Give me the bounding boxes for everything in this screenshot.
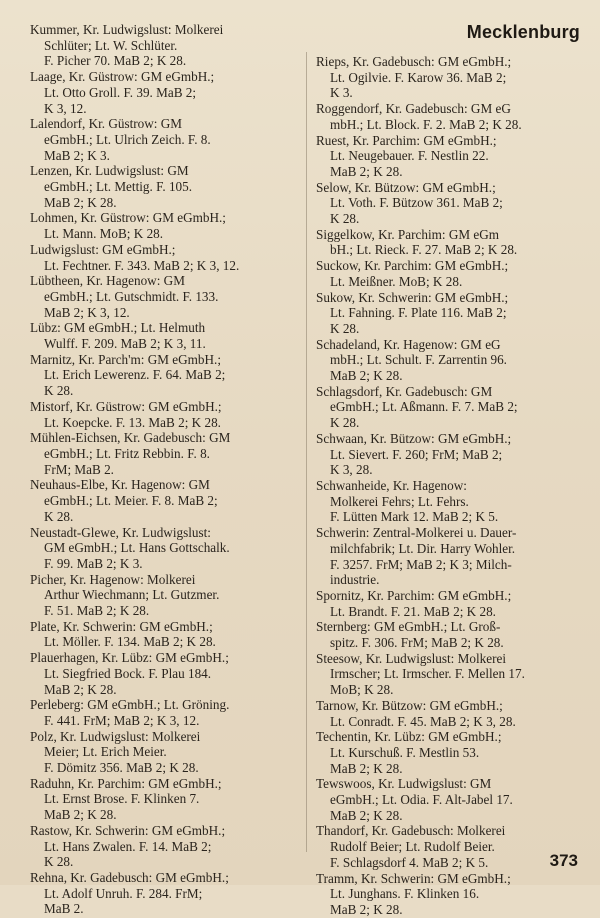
entry-continuation-line: Lt. Meißner. MoB; K 28.	[330, 273, 463, 289]
entry-first-line: Rastow, Kr. Schwerin: GM eGmbH.;	[30, 822, 226, 838]
entry-continuation-line: eGmbH.; Lt. Fritz Rebbin. F. 8.	[44, 445, 210, 461]
directory-entry	[316, 729, 588, 776]
entry-continuation-line: MaB 2; K 28.	[330, 368, 403, 384]
entry-continuation-line: Lt. Adolf Unruh. F. 284. FrM;	[44, 885, 203, 901]
entry-continuation-line: FrM; MaB 2.	[44, 461, 114, 477]
entry-continuation-line: MaB 2; K 28.	[330, 163, 403, 179]
entry-continuation-line: MaB 2; K 28.	[44, 807, 117, 823]
entry-continuation-line: K 28.	[330, 211, 360, 227]
entry-continuation-line: F. 3257. FrM; MaB 2; K 3; Milch-	[330, 556, 512, 572]
entry-first-line: Kummer, Kr. Ludwigslust: Molkerei	[30, 22, 224, 37]
entry-continuation-line: mbH.; Lt. Schult. F. Zarrentin 96.	[330, 352, 507, 368]
entry-first-line: Spornitz, Kr. Parchim: GM eGmbH.;	[316, 587, 512, 603]
entry-continuation-line: Lt. Fechtner. F. 343. MaB 2; K 3, 12.	[44, 257, 240, 273]
directory-entry	[30, 69, 302, 116]
directory-entry	[316, 101, 588, 132]
entry-continuation-line: Arthur Wiechmann; Lt. Gutzmer.	[44, 587, 220, 603]
entry-continuation-line: eGmbH.; Lt. Meier. F. 8. MaB 2;	[44, 493, 218, 509]
entry-first-line: Neustadt-Glewe, Kr. Ludwigslust:	[30, 524, 211, 540]
entry-first-line: Schwerin: Zentral-Molkerei u. Dauer-	[316, 525, 517, 541]
page-number: 373	[549, 851, 578, 870]
entry-first-line: Sternberg: GM eGmbH.; Lt. Groß-	[316, 619, 501, 635]
entry-first-line: Thandorf, Kr. Gadebusch: Molkerei	[316, 823, 506, 839]
entry-continuation-line: Lt. Voth. F. Bützow 361. MaB 2;	[330, 195, 503, 211]
directory-entry	[30, 619, 302, 650]
directory-entry	[316, 384, 588, 431]
entry-continuation-line: F. Schlagsdorf 4. MaB 2; K 5.	[330, 854, 489, 870]
entry-continuation-line: Irmscher; Lt. Irmscher. F. Mellen 17.	[330, 666, 525, 682]
entry-continuation-line: Lt. Neugebauer. F. Nestlin 22.	[330, 148, 489, 164]
entry-continuation-line: Lt. Kurschuß. F. Mestlin 53.	[330, 744, 480, 760]
entry-first-line: Lohmen, Kr. Güstrow: GM eGmbH.;	[30, 210, 226, 226]
directory-entry	[30, 729, 302, 776]
directory-entry	[30, 823, 302, 870]
directory-entry	[316, 698, 588, 729]
entry-continuation-line: MaB 2; K 28.	[330, 901, 403, 917]
directory-entry	[30, 650, 302, 697]
directory-entry	[30, 697, 302, 728]
entry-first-line: Mühlen-Eichsen, Kr. Gadebusch: GM	[30, 430, 231, 446]
entry-first-line: Tewswoos, Kr. Ludwigslust: GM	[316, 776, 492, 792]
directory-entry	[30, 525, 302, 572]
entry-first-line: Ruest, Kr. Parchim: GM eGmbH.;	[316, 132, 497, 148]
entry-continuation-line: milchfabrik; Lt. Dir. Harry Wohler.	[330, 540, 516, 556]
entry-continuation-line: Rudolf Beier; Lt. Rudolf Beier.	[330, 839, 495, 855]
entry-continuation-line: eGmbH.; Lt. Ulrich Zeich. F. 8.	[44, 131, 211, 147]
entry-first-line: Lalendorf, Kr. Güstrow: GM	[30, 116, 182, 132]
entry-continuation-line: Lt. Conradt. F. 45. MaB 2; K 3, 28.	[330, 713, 516, 729]
left-column	[30, 22, 302, 917]
entry-continuation-line: industrie.	[330, 572, 380, 588]
entry-first-line: Perleberg: GM eGmbH.; Lt. Gröning.	[30, 697, 230, 713]
entry-first-line: Ludwigslust: GM eGmbH.;	[30, 241, 176, 257]
entry-continuation-line: MaB 2.	[44, 901, 84, 917]
entry-first-line: Picher, Kr. Hagenow: Molkerei	[30, 571, 196, 587]
entry-continuation-line: K 28.	[44, 508, 74, 524]
entry-continuation-line: Meier; Lt. Erich Meier.	[44, 744, 167, 760]
entry-continuation-line: Lt. Otto Groll. F. 39. MaB 2;	[44, 84, 197, 100]
entry-first-line: Lübz: GM eGmbH.; Lt. Helmuth	[30, 320, 206, 336]
entry-continuation-line: bH.; Lt. Rieck. F. 27. MaB 2; K 28.	[330, 242, 518, 258]
directory-entry	[316, 431, 588, 478]
entry-continuation-line: Lt. Ogilvie. F. Karow 36. MaB 2;	[330, 69, 507, 85]
entry-first-line: Lübtheen, Kr. Hagenow: GM	[30, 273, 185, 289]
entry-first-line: Mistorf, Kr. Güstrow: GM eGmbH.;	[30, 398, 222, 414]
entry-continuation-line: K 28.	[330, 415, 360, 431]
entry-first-line: Schwanheide, Kr. Hagenow:	[316, 477, 467, 493]
directory-entry	[316, 478, 588, 525]
entry-continuation-line: F. Lütten Mark 12. MaB 2; K 5.	[330, 509, 499, 525]
directory-entry	[316, 823, 588, 870]
directory-entry	[316, 133, 588, 180]
entry-first-line: Raduhn, Kr. Parchim: GM eGmbH.;	[30, 775, 222, 791]
entry-first-line: Tramm, Kr. Schwerin: GM eGmbH.;	[316, 870, 511, 886]
entry-first-line: Polz, Kr. Ludwigslust: Molkerei	[30, 728, 201, 744]
directory-entry	[30, 242, 302, 273]
entry-continuation-line: Molkerei Fehrs; Lt. Fehrs.	[330, 493, 469, 509]
entry-continuation-line: eGmbH.; Lt. Gutschmidt. F. 133.	[44, 288, 219, 304]
entry-continuation-line: K 28.	[44, 383, 74, 399]
entry-first-line: Schlagsdorf, Kr. Gadebusch: GM	[316, 383, 493, 399]
entry-continuation-line: K 28.	[330, 320, 360, 336]
entry-first-line: Siggelkow, Kr. Parchim: GM eGm	[316, 226, 500, 242]
entry-first-line: Selow, Kr. Bützow: GM eGmbH.;	[316, 179, 496, 195]
directory-entry	[316, 871, 588, 918]
column-divider	[306, 52, 307, 852]
entry-continuation-line: MaB 2; K 3.	[44, 147, 110, 163]
directory-entry	[30, 22, 302, 69]
entry-first-line: Schadeland, Kr. Hagenow: GM eG	[316, 336, 501, 352]
directory-entry	[30, 163, 302, 210]
entry-first-line: Rieps, Kr. Gadebusch: GM eGmbH.;	[316, 54, 512, 69]
entry-first-line: Tarnow, Kr. Bützow: GM eGmbH.;	[316, 697, 503, 713]
entry-first-line: Neuhaus-Elbe, Kr. Hagenow: GM	[30, 477, 210, 493]
entry-first-line: Steesow, Kr. Ludwigslust: Molkerei	[316, 650, 506, 666]
entry-first-line: Techentin, Kr. Lübz: GM eGmbH.;	[316, 729, 502, 745]
entry-first-line: Laage, Kr. Güstrow: GM eGmbH.;	[30, 69, 215, 85]
entry-first-line: Sukow, Kr. Schwerin: GM eGmbH.;	[316, 289, 509, 305]
entry-continuation-line: Lt. Hans Zwalen. F. 14. MaB 2;	[44, 838, 212, 854]
entry-continuation-line: Lt. Junghans. F. Klinken 16.	[330, 886, 480, 902]
directory-entry	[316, 54, 588, 101]
directory-entry	[316, 337, 588, 384]
entry-continuation-line: K 3.	[330, 85, 353, 101]
entry-first-line: Lenzen, Kr. Ludwigslust: GM	[30, 163, 189, 179]
directory-entry	[316, 258, 588, 289]
entry-continuation-line: K 3, 28.	[330, 462, 373, 478]
entry-continuation-line: Lt. Mann. MoB; K 28.	[44, 226, 164, 242]
entry-continuation-line: Lt. Erich Lewerenz. F. 64. MaB 2;	[44, 367, 226, 383]
directory-entry	[316, 180, 588, 227]
entry-continuation-line: MaB 2; K 28.	[330, 807, 403, 823]
entry-continuation-line: F. 99. MaB 2; K 3.	[44, 555, 143, 571]
entry-continuation-line: Wulff. F. 209. MaB 2; K 3, 11.	[44, 336, 206, 352]
directory-entry	[316, 525, 588, 588]
entry-continuation-line: Lt. Koepcke. F. 13. MaB 2; K 28.	[44, 414, 221, 430]
entry-continuation-line: F. Dömitz 356. MaB 2; K 28.	[44, 760, 199, 776]
entry-continuation-line: eGmbH.; Lt. Mettig. F. 105.	[44, 179, 193, 195]
directory-entry	[30, 116, 302, 163]
entry-continuation-line: eGmbH.; Lt. Aßmann. F. 7. MaB 2;	[330, 399, 518, 415]
entry-continuation-line: mbH.; Lt. Block. F. 2. MaB 2; K 28.	[330, 116, 522, 132]
entry-first-line: Marnitz, Kr. Parch'm: GM eGmbH.;	[30, 351, 221, 367]
entry-continuation-line: Lt. Möller. F. 134. MaB 2; K 28.	[44, 634, 216, 650]
directory-entry	[30, 399, 302, 430]
entry-continuation-line: Lt. Fahning. F. Plate 116. MaB 2;	[330, 305, 507, 321]
entry-continuation-line: GM eGmbH.; Lt. Hans Gottschalk.	[44, 540, 230, 556]
entry-continuation-line: spitz. F. 306. FrM; MaB 2; K 28.	[330, 635, 504, 651]
entry-continuation-line: Schlüter; Lt. W. Schlüter.	[44, 37, 178, 53]
entry-continuation-line: K 28.	[44, 854, 74, 870]
region-heading: Mecklenburg	[466, 22, 580, 42]
directory-entry	[30, 572, 302, 619]
entry-continuation-line: MaB 2; K 3, 12.	[44, 304, 130, 320]
directory-entry	[316, 290, 588, 337]
entry-first-line: Plauerhagen, Kr. Lübz: GM eGmbH.;	[30, 650, 229, 666]
entry-continuation-line: K 3, 12.	[44, 100, 87, 116]
entry-continuation-line: Lt. Sievert. F. 260; FrM; MaB 2;	[330, 446, 503, 462]
directory-entry	[316, 619, 588, 650]
entry-continuation-line: F. Picher 70. MaB 2; K 28.	[44, 53, 187, 69]
directory-entry	[30, 870, 302, 917]
entry-continuation-line: MaB 2; K 28.	[330, 760, 403, 776]
entry-first-line: Schwaan, Kr. Bützow: GM eGmbH.;	[316, 430, 512, 446]
entry-continuation-line: eGmbH.; Lt. Odia. F. Alt-Jabel 17.	[330, 792, 513, 808]
directory-entry	[316, 651, 588, 698]
entry-continuation-line: MaB 2; K 28.	[44, 194, 117, 210]
entry-first-line: Rehna, Kr. Gadebusch: GM eGmbH.;	[30, 869, 229, 885]
entry-continuation-line: Lt. Siegfried Bock. F. Plau 184.	[44, 665, 212, 681]
directory-entry	[316, 588, 588, 619]
directory-entry	[316, 776, 588, 823]
entry-continuation-line: MaB 2; K 28.	[44, 681, 117, 697]
directory-entry	[30, 210, 302, 241]
entry-continuation-line: F. 441. FrM; MaB 2; K 3, 12.	[44, 712, 200, 728]
directory-entry	[30, 477, 302, 524]
directory-entry	[30, 352, 302, 399]
entry-first-line: Roggendorf, Kr. Gadebusch: GM eG	[316, 101, 511, 117]
entry-continuation-line: Lt. Brandt. F. 21. MaB 2; K 28.	[330, 603, 496, 619]
directory-entry	[30, 430, 302, 477]
directory-entry	[30, 776, 302, 823]
directory-entry	[30, 273, 302, 320]
entry-first-line: Plate, Kr. Schwerin: GM eGmbH.;	[30, 618, 213, 634]
entry-continuation-line: MoB; K 28.	[330, 682, 394, 698]
directory-entry	[30, 320, 302, 351]
directory-entry	[316, 227, 588, 258]
entry-first-line: Suckow, Kr. Parchim: GM eGmbH.;	[316, 258, 509, 274]
entry-continuation-line: F. 51. MaB 2; K 28.	[44, 603, 150, 619]
right-column	[316, 54, 588, 918]
entry-continuation-line: Lt. Ernst Brose. F. Klinken 7.	[44, 791, 200, 807]
